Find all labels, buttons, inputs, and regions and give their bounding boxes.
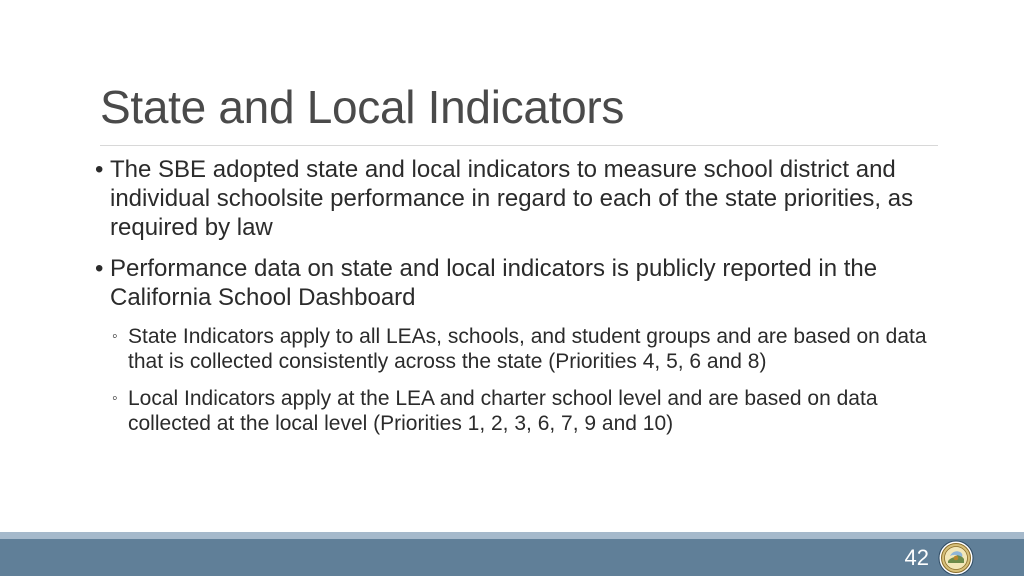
bullet-item: [95, 155, 945, 242]
bullet-text: Performance data on state and local indicators is publicly reported in the California School Dashboard: [110, 255, 878, 311]
footer-bar: [0, 539, 1024, 576]
california-department-of-education-seal-icon: [938, 540, 974, 576]
sub-bullet-item: [95, 386, 945, 436]
slide-title: State and Local Indicators: [100, 81, 625, 133]
sub-bullet-mark: ◦: [112, 328, 118, 345]
bullet-item: [95, 254, 945, 312]
bullet-text: The SBE adopted state and local indicators to measure school district and individual schoolsite performance in regard to each of the state priorities, as required by law: [110, 156, 914, 241]
slide-content: [95, 155, 945, 448]
sub-bullet-text: Local Indicators apply at the LEA and charter school level and are based on data collected at the local level (Priorities 1, 2, 3, 6, 7, 9 and 10): [128, 387, 878, 435]
title-divider: [100, 145, 938, 146]
sub-bullet-text: State Indicators apply to all LEAs, schools, and student groups and are based on data that is collected consistently across the state (Priorities 4, 5, 6 and 8): [128, 325, 927, 373]
sub-bullet-item: [95, 324, 945, 374]
bullet-mark: •: [95, 255, 104, 282]
bullet-mark: •: [95, 156, 104, 183]
page-number: 42: [904, 545, 929, 570]
footer-accent-line: [0, 532, 1024, 539]
sub-bullet-mark: ◦: [112, 390, 118, 407]
